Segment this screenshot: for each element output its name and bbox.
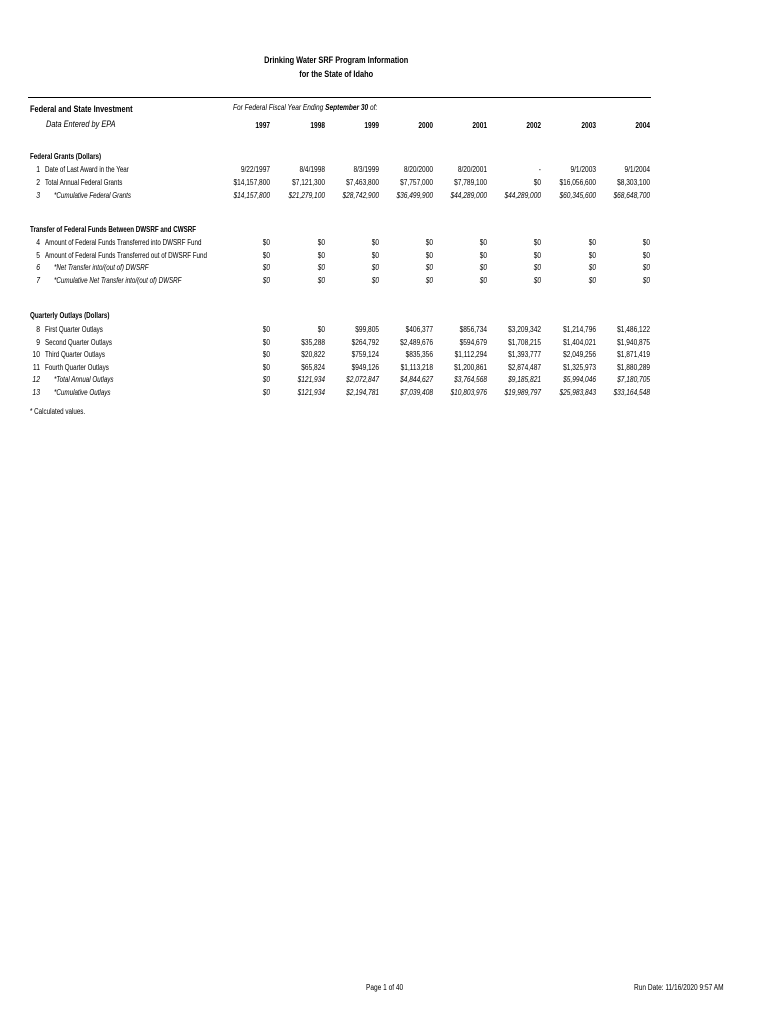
table-cell: $5,994,046 [563, 375, 596, 384]
table-cell: $0 [371, 238, 379, 247]
row-label: Third Quarter Outlays [45, 350, 105, 359]
table-cell: $7,039,408 [400, 387, 433, 397]
table-cell: $19,989,797 [504, 387, 541, 397]
year-header: 1998 [310, 121, 325, 130]
table-cell: $65,824 [301, 362, 325, 372]
table-cell: 9/22/1997 [240, 165, 270, 174]
row-number: 13 [32, 387, 40, 397]
table-cell: $7,463,800 [346, 178, 379, 187]
table-row [0, 350, 770, 362]
table-cell: $0 [262, 337, 270, 347]
table-cell: $1,404,021 [563, 337, 596, 347]
table-cell: $28,742,900 [342, 191, 379, 200]
year-header: 2001 [472, 121, 487, 130]
table-cell: $33,164,548 [613, 387, 650, 397]
investment-label: Federal and State Investment [30, 104, 133, 114]
table-cell: $0 [425, 238, 433, 247]
table-cell: $2,489,676 [400, 337, 433, 347]
row-label: First Quarter Outlays [45, 325, 103, 334]
data-entered-by: Data Entered by EPA [46, 119, 116, 129]
row-number: 9 [36, 337, 40, 347]
table-cell: 9/1/2003 [570, 165, 596, 174]
table-cell: $1,325,973 [563, 362, 596, 372]
table-cell: $0 [642, 275, 650, 285]
footnote: * Calculated values. [30, 407, 86, 416]
table-cell: $0 [317, 250, 325, 260]
table-cell: $0 [317, 238, 325, 247]
ffy-prefix: For Federal Fiscal Year Ending [233, 103, 326, 112]
year-header: 2003 [581, 121, 596, 130]
year-header: 2000 [418, 121, 433, 130]
table-cell: $0 [642, 263, 650, 272]
table-cell: $759,124 [351, 350, 379, 359]
table-cell: 9/1/2004 [624, 165, 650, 174]
table-cell: $44,289,000 [450, 191, 487, 200]
table-cell: $0 [533, 263, 541, 272]
table-cell: $0 [642, 238, 650, 247]
section-title-grants: Federal Grants (Dollars) [30, 152, 102, 161]
table-cell: $0 [533, 238, 541, 247]
table-cell: $0 [425, 275, 433, 285]
table-cell: $121,934 [297, 387, 325, 397]
table-cell: $1,113,218 [400, 362, 433, 372]
table-cell: $0 [262, 375, 270, 384]
table-cell: $0 [479, 250, 487, 260]
row-number: 7 [36, 275, 40, 285]
table-cell: $7,121,300 [292, 178, 325, 187]
row-label: Fourth Quarter Outlays [45, 362, 109, 372]
table-cell: $0 [262, 250, 270, 260]
table-cell: $0 [533, 178, 541, 187]
table-row [0, 178, 770, 190]
row-label: *Cumulative Outlays [54, 387, 111, 397]
table-cell: $0 [262, 263, 270, 272]
report-title: Drinking Water SRF Program Information [264, 55, 409, 65]
row-number: 12 [32, 375, 40, 384]
section-title-transfer: Transfer of Federal Funds Between DWSRF and CWSRF [30, 225, 197, 234]
table-cell: $0 [479, 263, 487, 272]
table-cell: $21,279,100 [288, 191, 325, 200]
table-cell: $0 [262, 325, 270, 334]
table-row [0, 191, 770, 203]
table-cell: $264,792 [351, 337, 379, 347]
table-row [0, 325, 770, 337]
table-cell: $2,072,847 [346, 375, 379, 384]
table-cell: $0 [262, 387, 270, 397]
year-header: 1997 [255, 121, 270, 130]
table-cell: $0 [262, 275, 270, 285]
table-cell: $10,803,976 [450, 387, 487, 397]
table-row [0, 251, 770, 263]
table-cell: $1,940,875 [617, 337, 650, 347]
row-label: *Cumulative Net Transfer into/(out of) DWSRF [54, 275, 182, 285]
table-row [0, 165, 770, 177]
report-subtitle: for the State of Idaho [299, 69, 374, 79]
table-cell: $2,194,781 [346, 387, 379, 397]
row-label: Total Annual Federal Grants [45, 178, 123, 187]
table-cell: $406,377 [405, 325, 433, 334]
table-cell: $0 [371, 263, 379, 272]
table-cell: $1,486,122 [617, 325, 650, 334]
table-cell: $1,112,294 [454, 350, 487, 359]
table-cell: $1,393,777 [508, 350, 541, 359]
row-number: 6 [36, 263, 40, 272]
table-cell: $0 [588, 238, 596, 247]
table-cell: $99,805 [355, 325, 379, 334]
table-cell: $3,764,568 [454, 375, 487, 384]
header-rule [28, 97, 651, 98]
table-cell: $0 [371, 250, 379, 260]
table-cell: 8/4/1998 [299, 165, 325, 174]
table-cell: $0 [588, 263, 596, 272]
table-cell: $0 [262, 350, 270, 359]
table-cell: $7,180,705 [617, 375, 650, 384]
row-number: 2 [36, 178, 40, 187]
table-cell: $25,983,843 [559, 387, 596, 397]
table-cell: $0 [425, 250, 433, 260]
page-number: Page 1 of 40 [366, 983, 404, 992]
fiscal-year-caption [233, 103, 377, 112]
table-cell: $835,356 [405, 350, 433, 359]
table-cell: $0 [533, 250, 541, 260]
table-cell: $2,049,256 [563, 350, 596, 359]
table-row [0, 238, 770, 250]
table-cell: $121,934 [297, 375, 325, 384]
table-cell: $3,209,342 [508, 325, 541, 334]
table-cell: $0 [317, 263, 325, 272]
row-label: *Total Annual Outlays [54, 375, 114, 384]
row-number: 4 [36, 238, 40, 247]
section-title-outlays: Quarterly Outlays (Dollars) [30, 311, 110, 320]
table-cell: $0 [588, 275, 596, 285]
table-row [0, 388, 770, 400]
ffy-suffix: of: [368, 103, 378, 112]
table-cell: 8/20/2001 [457, 165, 487, 174]
table-cell: $20,822 [301, 350, 325, 359]
table-cell: - [538, 165, 541, 174]
table-row [0, 363, 770, 375]
run-date: Run Date: 11/16/2020 9:57 AM [634, 983, 724, 992]
table-cell: $1,200,861 [454, 362, 487, 372]
table-cell: $14,157,800 [233, 178, 270, 187]
table-cell: $0 [588, 250, 596, 260]
year-header: 2002 [526, 121, 541, 130]
table-cell: $9,185,821 [508, 375, 541, 384]
table-cell: $0 [317, 275, 325, 285]
table-cell: $68,648,700 [613, 191, 650, 200]
row-label: Second Quarter Outlays [45, 337, 112, 347]
table-cell: $8,303,100 [617, 178, 650, 187]
table-cell: $594,679 [459, 337, 487, 347]
row-number: 8 [36, 325, 40, 334]
row-number: 5 [36, 250, 40, 260]
table-cell: $44,289,000 [504, 191, 541, 200]
table-cell: $2,874,487 [508, 362, 541, 372]
row-label: *Net Transfer into/(out of) DWSRF [54, 263, 149, 272]
table-cell: $1,880,289 [617, 362, 650, 372]
table-cell: $60,345,600 [559, 191, 596, 200]
table-cell: $16,056,600 [559, 178, 596, 187]
table-cell: $949,126 [351, 362, 379, 372]
row-number: 10 [32, 350, 40, 359]
table-cell: 8/20/2000 [403, 165, 433, 174]
table-cell: $36,499,900 [396, 191, 433, 200]
row-number: 3 [36, 191, 40, 200]
table-cell: 8/3/1999 [353, 165, 379, 174]
table-cell: $4,844,627 [400, 375, 433, 384]
table-cell: $14,157,800 [233, 191, 270, 200]
table-cell: $0 [425, 263, 433, 272]
table-row [0, 276, 770, 288]
row-label: Date of Last Award in the Year [45, 165, 129, 174]
table-cell: $856,734 [459, 325, 487, 334]
table-cell: $0 [479, 238, 487, 247]
table-cell: $1,708,215 [508, 337, 541, 347]
year-header: 2004 [635, 121, 650, 130]
table-cell: $1,214,796 [563, 325, 596, 334]
table-cell: $0 [371, 275, 379, 285]
table-cell: $7,789,100 [454, 178, 487, 187]
row-number: 1 [36, 165, 40, 174]
table-cell: $0 [642, 250, 650, 260]
row-label: *Cumulative Federal Grants [54, 191, 132, 200]
table-cell: $7,757,000 [400, 178, 433, 187]
table-cell: $0 [262, 238, 270, 247]
table-cell: $1,871,419 [617, 350, 650, 359]
row-label: Amount of Federal Funds Transferred into DWSRF Fund [45, 238, 202, 247]
table-row [0, 338, 770, 350]
table-row [0, 375, 770, 387]
row-number: 11 [32, 362, 40, 372]
table-cell: $0 [479, 275, 487, 285]
table-cell: $0 [317, 325, 325, 334]
table-cell: $0 [262, 362, 270, 372]
year-header: 1999 [364, 121, 379, 130]
row-label: Amount of Federal Funds Transferred out of DWSRF Fund [45, 250, 207, 260]
table-cell: $0 [533, 275, 541, 285]
table-cell: $35,288 [301, 337, 325, 347]
table-row [0, 263, 770, 275]
ffy-bold: September 30 [325, 103, 369, 112]
